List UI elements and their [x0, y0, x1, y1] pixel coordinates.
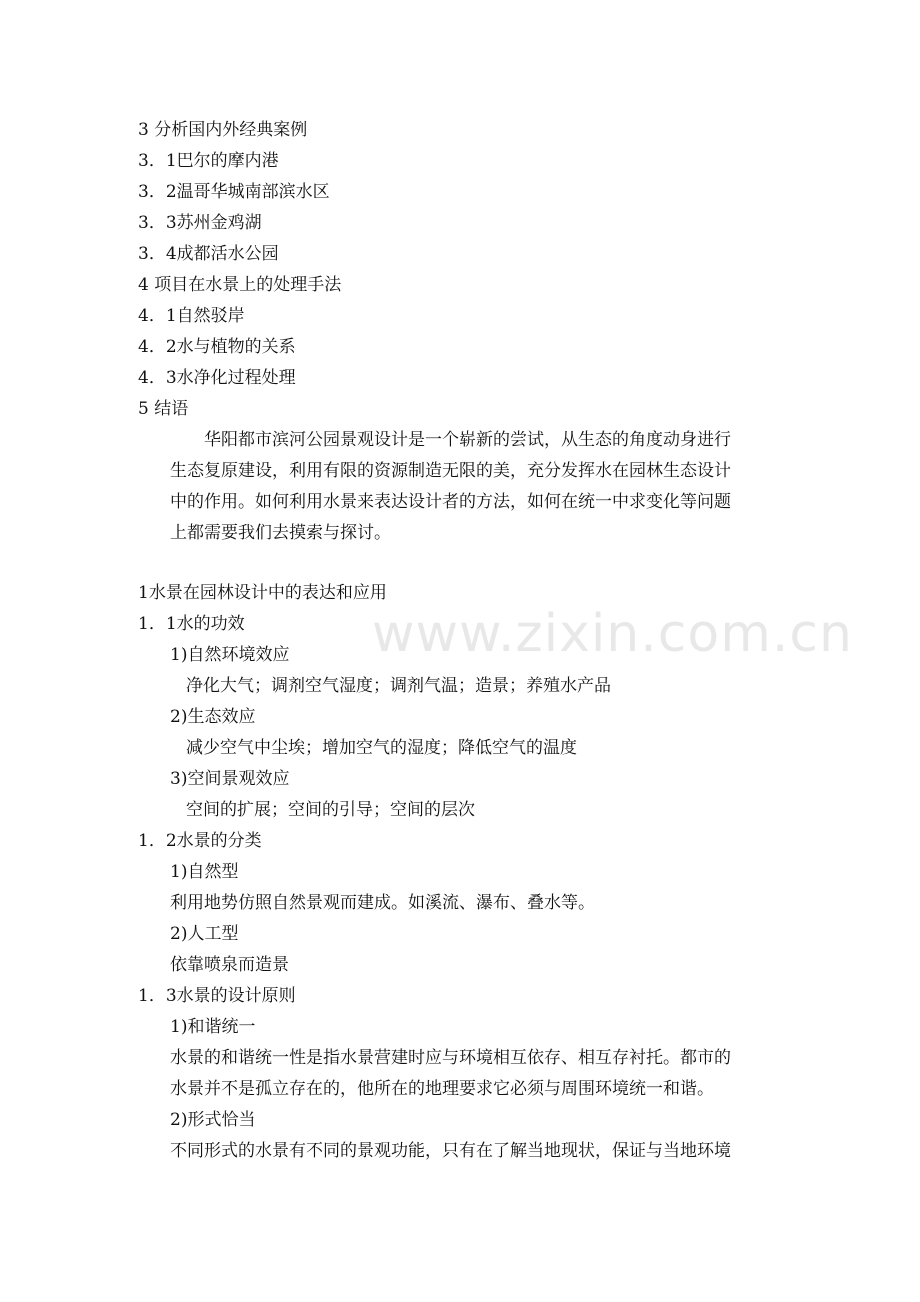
item-title: 2)人工型: [170, 924, 239, 944]
item-text: 水景并不是孤立存在的，他所在的地理要求它必须与周围环境统一和谐。: [170, 1079, 714, 1099]
outline-item: 4 项目在水景上的处理手法: [138, 275, 342, 295]
section-heading: 1水景在园林设计中的表达和应用: [138, 583, 387, 603]
outline-item: 4．1自然驳岸: [138, 306, 245, 326]
outline-item: 4．3水净化过程处理: [138, 368, 296, 388]
item-title: 1)自然环境效应: [170, 645, 290, 665]
item-text: 减少空气中尘埃；增加空气的湿度；降低空气的温度: [186, 738, 577, 758]
paragraph-line: 中的作用。如何利用水景来表达设计者的方法，如何在统一中求变化等问题: [170, 492, 731, 512]
subsection-heading: 1．3水景的设计原则: [138, 986, 296, 1006]
item-text: 净化大气；调剂空气湿度；调剂气温；造景；养殖水产品: [186, 676, 611, 696]
item-title: 1)和谐统一: [170, 1017, 256, 1037]
paragraph-line: 生态复原建设，利用有限的资源制造无限的美，充分发挥水在园林生态设计: [170, 461, 731, 481]
item-text: 空间的扩展；空间的引导；空间的层次: [186, 800, 475, 820]
outline-item: 5 结语: [138, 399, 189, 419]
outline-item: 3．1巴尔的摩内港: [138, 151, 279, 171]
item-text: 依靠喷泉而造景: [170, 955, 289, 975]
subsection-heading: 1．1水的功效: [138, 614, 245, 634]
watermark: www.zixin.com.cn: [372, 604, 853, 664]
item-title: 2)形式恰当: [170, 1110, 256, 1130]
outline-item: 3 分析国内外经典案例: [138, 120, 308, 140]
outline-item: 3．4成都活水公园: [138, 244, 279, 264]
paragraph-line: 华阳都市滨河公园景观设计是一个崭新的尝试，从生态的角度动身进行: [204, 430, 731, 450]
outline-item: 4．2水与植物的关系: [138, 337, 296, 357]
item-text: 利用地势仿照自然景观而建成。如溪流、瀑布、叠水等。: [170, 893, 595, 913]
item-text: 不同形式的水景有不同的景观功能，只有在了解当地现状，保证与当地环境: [170, 1141, 731, 1161]
outline-item: 3．3苏州金鸡湖: [138, 213, 262, 233]
item-title: 2)生态效应: [170, 707, 256, 727]
paragraph-line: 上都需要我们去摸索与探讨。: [170, 523, 391, 543]
outline-item: 3．2温哥华城南部滨水区: [138, 182, 330, 202]
item-title: 1)自然型: [170, 862, 239, 882]
item-title: 3)空间景观效应: [170, 769, 290, 789]
item-text: 水景的和谐统一性是指水景营建时应与环境相互依存、相互存衬托。都市的: [170, 1048, 731, 1068]
subsection-heading: 1．2水景的分类: [138, 831, 262, 851]
